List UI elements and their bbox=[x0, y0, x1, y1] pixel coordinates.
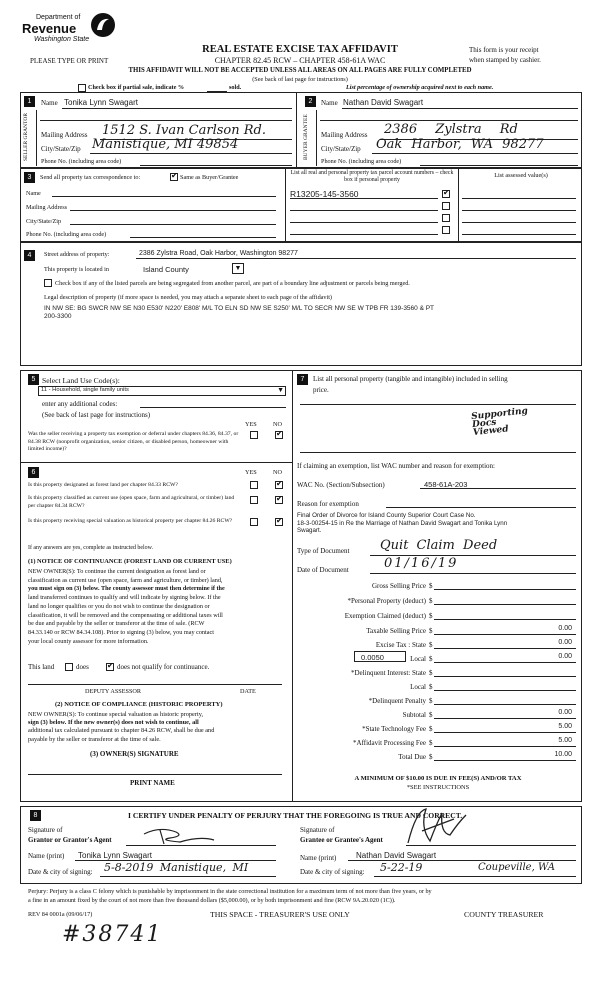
buyer-name-label: Name bbox=[321, 99, 338, 107]
assessed-line-2 bbox=[462, 210, 576, 211]
exemption-no-checkbox[interactable] bbox=[275, 431, 283, 439]
seller-side-label: SELLER GRANTOR bbox=[23, 112, 29, 162]
additional-codes-label: enter any additional codes: bbox=[42, 400, 118, 408]
notice2-line-c: additional tax calculated pursuant to chapter 84.26 RCW, shall be due and bbox=[28, 727, 215, 735]
if-yes-instructions: If any answers are yes, complete as instructed below. bbox=[28, 545, 153, 551]
buyer-blank-line bbox=[320, 120, 578, 121]
historic-question: Is this property receiving special valuation as historical property per chapter 84.26 RCW? bbox=[28, 518, 233, 524]
land-does-not-checkbox[interactable] bbox=[106, 663, 114, 671]
notice1-line-b: classification as current use (open space, farm and agriculture, or timber) land, bbox=[28, 576, 223, 584]
taxable-price[interactable]: 0.00 bbox=[558, 625, 572, 632]
historic-no-checkbox[interactable] bbox=[275, 518, 283, 526]
section-2-number: 2 bbox=[305, 96, 316, 107]
buyer-city[interactable]: Oak Harbor, WA 98277 bbox=[376, 137, 544, 152]
notice1-line-i: your local county assessor for more information. bbox=[28, 637, 149, 645]
notice-continuance-text bbox=[28, 568, 290, 646]
affidavit-dollar: $ bbox=[429, 739, 433, 747]
notice2-line-a: NEW OWNER(S): To continue special valuation as historic property, bbox=[28, 711, 204, 718]
street-label: Street address of property: bbox=[44, 251, 110, 258]
handwritten-number: #38741 bbox=[62, 922, 163, 947]
land-use-see-back: (See back of last page for instructions) bbox=[42, 411, 151, 419]
notice2-line-b: sign (3) below. If the new owner(s) does not wish to continue, all bbox=[28, 719, 199, 727]
ownership-note: List percentage of ownership acquired next to each name. bbox=[346, 84, 494, 91]
notice2-line-d: payable by the seller or transferor at the time of sale. bbox=[28, 735, 161, 743]
section-5-number: 5 bbox=[28, 374, 39, 385]
grantor-date-label: Date & city of signing: bbox=[28, 868, 93, 876]
exemption-question: Was the seller receiving a property tax exemption or deferral under chapters 84.36, 84.37, or 84.38 RCW (nonprofit organization, senior citizen, or disabled person, homeowner with limited income)? bbox=[28, 431, 239, 452]
grantee-signature-icon[interactable] bbox=[402, 805, 472, 849]
parcel-3-personal-checkbox[interactable] bbox=[442, 214, 450, 222]
grantee-date[interactable]: 5-22-19 bbox=[380, 861, 423, 874]
sec5-no-header: NO bbox=[273, 421, 282, 428]
print-name-line bbox=[28, 774, 282, 775]
sec6-yes-header: YES bbox=[245, 469, 257, 476]
delinquent-interest-label: *Delinquent Interest: State bbox=[350, 669, 426, 677]
forest-yes-checkbox[interactable] bbox=[250, 481, 258, 489]
notice1-line-e: land no longer qualifies or you do not wish to continue the designation or bbox=[28, 602, 210, 610]
grantee-city[interactable]: Coupeville, WA bbox=[478, 862, 555, 873]
land-does-label: does bbox=[76, 663, 89, 671]
gross-dollar: $ bbox=[429, 582, 433, 590]
warning-text: THIS AFFIDAVIT WILL NOT BE ACCEPTED UNLESS ALL AREAS ON ALL PAGES ARE FULLY COMPLETED bbox=[128, 67, 472, 74]
notice1-line-c: you must sign on (3) below. The county assessor must then determine if the bbox=[28, 585, 225, 593]
notice1-line-a: NEW OWNER(S): To continue the current designation as forest land or bbox=[28, 568, 206, 575]
parcel-header: List all real and personal property tax parcel account numbers – check box if personal property bbox=[290, 170, 454, 183]
notice1-line-f: classification, it will be removed and the compensating or additional taxes will bbox=[28, 611, 223, 619]
notice-continuance-title: (1) NOTICE OF CONTINUANCE (FOREST LAND OR CURRENT USE) bbox=[28, 558, 232, 565]
deputy-date-label: DATE bbox=[240, 688, 256, 695]
reason-text[interactable] bbox=[297, 512, 507, 535]
affidavit-fee-value[interactable]: 5.00 bbox=[558, 737, 572, 744]
perjury-line-2: a fine in an amount fixed by the court of not more than five thousand dollars ($5,000.00), or by both imprisonment and fine (RCW 9A.20.020 (1C)). bbox=[28, 896, 396, 904]
notice-compliance-title: (2) NOTICE OF COMPLIANCE (HISTORIC PROPERTY) bbox=[55, 701, 223, 708]
assessed-line-3 bbox=[462, 222, 576, 223]
grantor-date-line bbox=[100, 876, 276, 877]
land-does-not-label: does not qualify for continuance. bbox=[117, 663, 210, 671]
parcel-4-personal-checkbox[interactable] bbox=[442, 226, 450, 234]
doc-date[interactable]: 01/16/19 bbox=[384, 556, 459, 571]
additional-codes-line bbox=[140, 407, 286, 408]
tech-dollar: $ bbox=[429, 725, 433, 733]
total-due-label: Total Due bbox=[398, 753, 426, 761]
excise-state[interactable]: 0.00 bbox=[558, 639, 572, 646]
partial-sale-checkbox[interactable] bbox=[78, 84, 86, 92]
same-as-buyer-label: Same as Buyer/Grantee bbox=[180, 174, 239, 181]
land-use-label: Select Land Use Code(s): bbox=[42, 376, 120, 385]
corr-address-line bbox=[70, 210, 276, 211]
personal-deduct-label: *Personal Property (deduct) bbox=[347, 597, 426, 605]
county-dropdown-icon[interactable]: ▼ bbox=[232, 263, 244, 274]
print-note: PLEASE TYPE OR PRINT bbox=[30, 57, 109, 65]
same-as-buyer-checkbox[interactable] bbox=[170, 173, 178, 181]
sections-divider bbox=[292, 370, 293, 802]
see-back-note: (See back of last page for instructions) bbox=[252, 76, 348, 83]
local-label: Local bbox=[410, 655, 426, 663]
historic-yes-checkbox[interactable] bbox=[250, 518, 258, 526]
corr-phone-line bbox=[130, 237, 276, 238]
buyer-city-line bbox=[372, 153, 578, 154]
subtotal-value[interactable]: 0.00 bbox=[558, 709, 572, 716]
exemption-line bbox=[434, 619, 576, 620]
print-name-label: PRINT NAME bbox=[130, 779, 175, 787]
assessed-line-1 bbox=[462, 198, 576, 199]
reason-label: Reason for exemption bbox=[297, 500, 359, 508]
form-title: REAL ESTATE EXCISE TAX AFFIDAVIT bbox=[202, 44, 398, 55]
current-use-yes-checkbox[interactable] bbox=[250, 496, 258, 504]
parcel-2-personal-checkbox[interactable] bbox=[442, 202, 450, 210]
reason-line-2: 18-3-00254-15 in Re the Marriage of Nathan David Swagart and Tonika Lynn bbox=[297, 519, 508, 527]
seller-city[interactable]: Manistique, MI 49854 bbox=[92, 137, 239, 152]
local-line bbox=[434, 662, 576, 663]
delinq-local-line bbox=[434, 690, 576, 691]
taxable-dollar: $ bbox=[429, 627, 433, 635]
certify-statement: I CERTIFY UNDER PENALTY OF PERJURY THAT THE FOREGOING IS TRUE AND CORRECT. bbox=[128, 811, 463, 820]
total-dollar: $ bbox=[429, 753, 433, 761]
local-dollar: $ bbox=[429, 655, 433, 663]
street-line bbox=[136, 258, 576, 259]
street-address[interactable]: 2386 Zylstra Road, Oak Harbor, Washington 98277 bbox=[139, 250, 298, 257]
grantee-date-line bbox=[374, 876, 576, 877]
delinq-pen-line bbox=[434, 704, 576, 705]
seller-city-line bbox=[90, 153, 292, 154]
see-instructions-note: *SEE INSTRUCTIONS bbox=[406, 784, 470, 791]
buyer-phone-line bbox=[420, 165, 578, 166]
wac-number[interactable]: 458-61A-203 bbox=[424, 480, 468, 489]
legal-label: Legal description of property (if more space is needed, you may attach a separate sheet to each page of the affidavit) bbox=[44, 294, 332, 301]
receipt-note-1: This form is your receipt bbox=[469, 46, 539, 54]
parcel-line-2 bbox=[290, 210, 438, 211]
tax-corr-label: Send all property tax correspondence to: bbox=[40, 174, 141, 181]
seller-address[interactable]: 1512 S. Ivan Carlson Rd. bbox=[102, 123, 266, 138]
sold-label: sold. bbox=[229, 84, 242, 91]
section-4-number: 4 bbox=[24, 250, 35, 261]
seller-blank-line bbox=[40, 120, 292, 121]
dept-line-2: Revenue bbox=[22, 21, 77, 36]
deputy-line bbox=[28, 684, 282, 685]
dept-line-3: Washington State bbox=[34, 36, 90, 43]
grantor-sig-line bbox=[126, 845, 276, 846]
grantee-name-label: Name (print) bbox=[300, 854, 337, 862]
deputy-assessor-label: DEPUTY ASSESSOR bbox=[85, 688, 141, 695]
land-use-dropdown-icon[interactable]: ▼ bbox=[277, 386, 284, 394]
current-use-no-checkbox[interactable] bbox=[275, 496, 283, 504]
seller-side-rule bbox=[36, 110, 37, 166]
segregated-checkbox[interactable] bbox=[44, 279, 52, 287]
personal-property-line-2 bbox=[300, 452, 576, 453]
parcel-line-1 bbox=[290, 198, 438, 199]
dept-line-1: Department of bbox=[36, 14, 81, 21]
state-dollar: $ bbox=[429, 641, 433, 649]
section-4-box bbox=[20, 242, 582, 366]
corr-phone-label: Phone No. (including area code) bbox=[26, 231, 107, 238]
wac-label: WAC No. (Section/Subsection) bbox=[297, 481, 385, 489]
reason-line bbox=[386, 507, 576, 508]
legal-description-1[interactable]: IN NW SE: BG SWCR NW SE N30 E530' N220' E808' M/L TO ELN SD NW SE S250' M/L TO SECR NW SE W TPB FR 139-3560 & PT bbox=[44, 305, 435, 312]
delinq-local-dollar: $ bbox=[429, 683, 433, 691]
dor-logo-icon bbox=[90, 12, 116, 38]
doc-date-label: Date of Document bbox=[297, 566, 349, 574]
doc-type-label: Type of Document bbox=[297, 547, 350, 555]
seller-name[interactable]: Tonika Lynn Swagart bbox=[64, 98, 138, 107]
seller-name-label: Name bbox=[41, 99, 58, 107]
personal-line bbox=[434, 604, 576, 605]
buyer-address[interactable]: 2386 Zylstra Rd bbox=[384, 122, 518, 137]
seller-phone-line bbox=[140, 165, 292, 166]
forest-no-checkbox[interactable] bbox=[275, 481, 283, 489]
revision-code: REV 84 0001a (09/06/17) bbox=[28, 911, 93, 918]
segregated-label: Check box if any of the listed parcels are being segregated from another parcel, are part of a boundary line adjustment or parcels being merged. bbox=[55, 280, 410, 287]
corr-city-line bbox=[70, 224, 276, 225]
excise-state-label: Excise Tax : State bbox=[375, 641, 426, 649]
delinq-int-dollar: $ bbox=[429, 669, 433, 677]
affidavit-line bbox=[434, 746, 576, 747]
notice1-line-d: land transferred continues to qualify and will indicate by signing below. If the bbox=[28, 594, 221, 602]
reason-line-1: Final Order of Divorce for Island County Superior Court Case No. bbox=[297, 512, 476, 519]
minimum-fee-note: A MINIMUM OF $10.00 IS DUE IN FEE(S) AND/OR TAX bbox=[354, 775, 522, 782]
delinq-pen-dollar: $ bbox=[429, 697, 433, 705]
sec6-no-header: NO bbox=[273, 469, 282, 476]
seller-name-line bbox=[62, 108, 292, 109]
county-treasurer-label: COUNTY TREASURER bbox=[464, 910, 544, 919]
buyer-phone-label: Phone No. (including area code) bbox=[321, 158, 402, 165]
this-land-label: This land bbox=[28, 663, 55, 671]
subtotal-dollar: $ bbox=[429, 711, 433, 719]
total-due-value[interactable]: 10.00 bbox=[554, 751, 572, 758]
located-label: This property is located in bbox=[44, 266, 109, 273]
local-rate: 0.0050 bbox=[361, 653, 384, 662]
notice1-line-h: 84.33.140 or RCW 84.34.108). Prior to signing (3) below, you may contact bbox=[28, 628, 214, 636]
buyer-address-label: Mailing Address bbox=[321, 131, 368, 139]
notice1-line-g: be due and payable by the seller or transferor at the time of sale. (RCW bbox=[28, 620, 205, 628]
corr-address-label: Mailing Address bbox=[26, 204, 68, 211]
land-does-checkbox[interactable] bbox=[65, 663, 73, 671]
delinquent-local-label: Local bbox=[410, 683, 426, 691]
treasurer-use-note: THIS SPACE - TREASURER'S USE ONLY bbox=[210, 910, 350, 919]
seller-phone-label: Phone No. (including area code) bbox=[41, 158, 122, 165]
current-use-question: Is this property classified as current use (open space, farm and agricultural, or timber) land per chapter 84.34 RCW? bbox=[28, 495, 235, 509]
county-select[interactable]: Island County bbox=[143, 265, 189, 274]
owner-signature-label: (3) OWNER(S) SIGNATURE bbox=[90, 750, 179, 758]
buyer-name[interactable]: Nathan David Swagart bbox=[343, 98, 424, 107]
section-6-number: 6 bbox=[28, 467, 39, 478]
grantor-sig-label-2: Grantor or Grantor's Agent bbox=[28, 836, 112, 844]
buyer-side-rule bbox=[316, 110, 317, 166]
subtotal-line bbox=[434, 718, 576, 719]
grantor-signature-icon[interactable] bbox=[140, 824, 220, 846]
exemption-claim-label: If claiming an exemption, list WAC number and reason for exemption: bbox=[297, 462, 495, 470]
supporting-docs-stamp: Supporting Docs Viewed bbox=[470, 406, 529, 439]
assessed-line-4 bbox=[462, 234, 576, 235]
buyer-name-line bbox=[342, 108, 578, 109]
parcel-1-personal-checkbox[interactable] bbox=[442, 190, 450, 198]
seller-address-label: Mailing Address bbox=[41, 131, 88, 139]
section-7-number: 7 bbox=[297, 374, 308, 385]
seller-city-label: City/State/Zip bbox=[41, 145, 81, 153]
doc-date-line bbox=[370, 573, 576, 574]
affidavit-fee-label: *Affidavit Processing Fee bbox=[353, 739, 426, 747]
buyer-city-label: City/State/Zip bbox=[321, 145, 361, 153]
grantee-sig-label-2: Grantee or Grantee's Agent bbox=[300, 836, 383, 844]
grantor-print-name[interactable]: Tonika Lynn Swagart bbox=[78, 851, 152, 860]
personal-property-line-1 bbox=[300, 404, 576, 405]
excise-local[interactable]: 0.00 bbox=[558, 653, 572, 660]
taxable-price-label: Taxable Selling Price bbox=[366, 627, 426, 635]
grantor-sig-label-1: Signature of bbox=[28, 826, 63, 834]
sec5-bottom-rule bbox=[20, 462, 292, 463]
parties-divider bbox=[296, 92, 297, 168]
notice-compliance-text bbox=[28, 711, 290, 744]
delinquent-penalty-label: *Delinquent Penalty bbox=[368, 697, 426, 705]
doc-type[interactable]: Quit Claim Deed bbox=[380, 538, 498, 553]
tech-fee-label: *State Technology Fee bbox=[362, 725, 426, 733]
exemption-dollar: $ bbox=[429, 612, 433, 620]
tech-fee-value[interactable]: 5.00 bbox=[558, 723, 572, 730]
delinq-int-line bbox=[434, 676, 576, 677]
grantor-date-city[interactable]: 5-8-2019 Manistique, MI bbox=[104, 861, 249, 874]
personal-property-label: List all personal property (tangible and intangible) included in selling bbox=[313, 375, 508, 383]
personal-dollar: $ bbox=[429, 597, 433, 605]
corr-name-line bbox=[52, 196, 276, 197]
receipt-note-2: when stamped by cashier. bbox=[469, 56, 541, 64]
grantee-sig-line bbox=[406, 845, 576, 846]
sec5-yes-header: YES bbox=[245, 421, 257, 428]
parcel-divider-left bbox=[285, 168, 286, 242]
land-use-code: 11 - Household, single family units bbox=[41, 387, 129, 393]
forest-question: Is this property designated as forest land per chapter 84.33 RCW? bbox=[28, 482, 178, 488]
corr-city-label: City/State/Zip bbox=[26, 218, 62, 225]
parcel-line-3 bbox=[290, 222, 438, 223]
assessed-header: List assessed value(s) bbox=[494, 172, 548, 179]
reason-line-3: Swagart. bbox=[297, 527, 322, 534]
grantor-name-label: Name (print) bbox=[28, 852, 65, 860]
perjury-notice bbox=[28, 888, 584, 905]
partial-sale-label: Check box if partial sale, indicate % bbox=[88, 84, 185, 91]
taxable-line bbox=[434, 634, 576, 635]
subtotal-label: Subtotal bbox=[402, 711, 426, 719]
total-line bbox=[434, 760, 576, 761]
dor-logo bbox=[22, 12, 122, 50]
personal-property-label-2: price. bbox=[313, 386, 329, 394]
section-3-number: 3 bbox=[24, 172, 35, 183]
perjury-line-1: Perjury: Perjury is a class C felony which is punishable by imprisonment in the state correctional institution for a maximum term of not more than five years, or by bbox=[28, 888, 432, 895]
parcel-line-4 bbox=[290, 234, 438, 235]
gross-line bbox=[434, 589, 576, 590]
gross-price-label: Gross Selling Price bbox=[371, 582, 426, 590]
section-8-number: 8 bbox=[30, 810, 41, 821]
exemption-claimed-label: Exemption Claimed (deduct) bbox=[344, 612, 426, 620]
legal-description-2[interactable]: 200-3300 bbox=[44, 313, 72, 320]
grantee-date-label: Date & city of signing: bbox=[300, 868, 365, 876]
form-chapter: CHAPTER 82.45 RCW – CHAPTER 458-61A WAC bbox=[214, 56, 386, 65]
state-line bbox=[434, 648, 576, 649]
exemption-yes-checkbox[interactable] bbox=[250, 431, 258, 439]
wac-line bbox=[420, 488, 576, 489]
tech-line bbox=[434, 732, 576, 733]
grantee-print-name[interactable]: Nathan David Swagart bbox=[356, 851, 437, 860]
land-use-select[interactable] bbox=[38, 386, 286, 396]
buyer-side-label: BUYER GRANTEE bbox=[303, 114, 309, 160]
section-1-number: 1 bbox=[24, 96, 35, 107]
parcel-number-1[interactable]: R13205-145-3560 bbox=[290, 189, 359, 199]
parcel-divider-mid bbox=[458, 168, 459, 242]
grantee-sig-label-1: Signature of bbox=[300, 826, 335, 834]
corr-name-label: Name bbox=[26, 190, 41, 197]
